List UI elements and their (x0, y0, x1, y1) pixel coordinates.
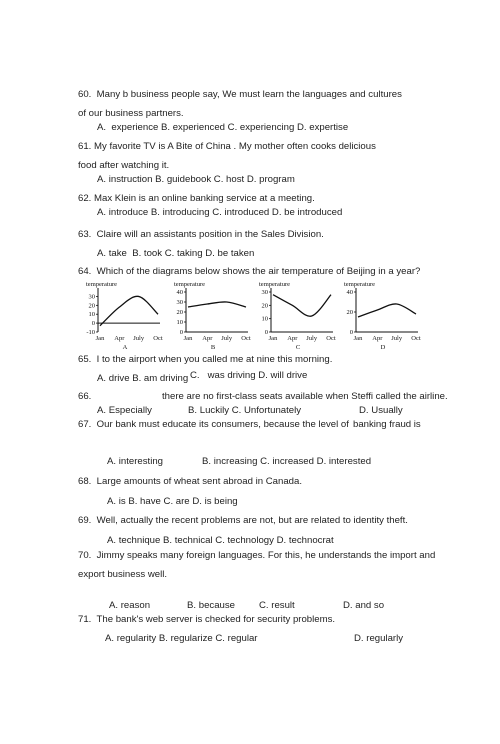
question-71: 71. The bank's web server is checked for security problems. (78, 614, 336, 625)
y-tick-label: 40 (176, 289, 183, 296)
y-tick-label: 10 (261, 315, 268, 323)
x-tick-label: July (221, 335, 233, 342)
question-63: 63. Claire will an assistants position in the Sales Division. (78, 229, 324, 240)
question-63-options: A. take B. took C. taking D. be taken (97, 248, 255, 259)
question-67-option-a: A. interesting (107, 456, 163, 467)
chart-letter: B (210, 344, 216, 351)
question-70-option-d: D. and so (343, 600, 385, 611)
chart-letter: D (380, 344, 386, 351)
question-68: 68. Large amounts of wheat sent abroad in Canada. (78, 476, 303, 487)
y-tick-label: 20 (346, 309, 353, 316)
question-66-number: 66. (78, 391, 92, 402)
x-tick-label: Oct (241, 335, 251, 342)
question-67-options-bcd: B. increasing C. increased D. interested (202, 456, 372, 467)
x-tick-label: Jan (183, 335, 193, 342)
question-65: 65. I to the airport when you called me at nine this morning. (78, 354, 333, 365)
temperature-line (100, 296, 158, 325)
x-tick-label: Apr (114, 335, 125, 342)
chart-letter: C (295, 344, 301, 351)
temperature-line (188, 302, 246, 307)
y-tick-label: 40 (346, 289, 353, 296)
y-tick-label: 30 (88, 293, 95, 301)
x-tick-label: Jan (353, 335, 363, 342)
question-60-options: A. experience B. experienced C. experiencing D. expertise (97, 122, 349, 133)
question-62: 62. Max Klein is an online banking service at a meeting. (78, 193, 315, 204)
question-70-option-a: A. reason (109, 600, 151, 611)
y-axis-label: temperature (259, 281, 291, 288)
question-62-options: A. introduce B. introducing C. introduced D. be introduced (97, 207, 343, 218)
question-70: 70. Jimmy speaks many foreign languages. For this, he understands the import and (78, 550, 436, 561)
question-65-options-c: C. was driving D. will drive (190, 370, 308, 381)
x-tick-label: July (133, 335, 145, 342)
chart-letter: A (122, 344, 128, 351)
temperature-line (273, 295, 331, 317)
x-tick-label: July (391, 335, 403, 342)
x-tick-label: Apr (287, 335, 298, 342)
question-66: there are no first-class seats available when Steffi called the airline. (162, 391, 448, 402)
x-tick-label: Oct (153, 335, 163, 342)
x-tick-label: Jan (95, 335, 105, 342)
y-tick-label: 0 (349, 329, 353, 336)
question-69: 69. Well, actually the recent problems are not, but are related to identity theft. (78, 515, 408, 526)
question-61-cont: food after watching it. (78, 160, 170, 171)
question-67-cont: banking fraud is (353, 419, 421, 430)
question-64: 64. Which of the diagrams below shows the air temperature of Beijing in a year? (78, 266, 421, 277)
y-tick-label: 30 (176, 299, 183, 306)
chart-c (255, 280, 335, 357)
question-67: 67. Our bank must educate its consumers, because the level of (78, 419, 349, 430)
y-axis-label: temperature (174, 281, 206, 288)
question-66-options-bc: B. Luckily C. Unfortunately (188, 405, 302, 416)
y-tick-label: 20 (88, 302, 95, 310)
chart-b (170, 280, 250, 357)
x-tick-label: Apr (202, 335, 213, 342)
question-60-cont: of our business partners. (78, 108, 184, 119)
question-68-options: A. is B. have C. are D. is being (107, 496, 238, 507)
x-tick-label: Jan (268, 335, 278, 342)
question-71-option-d: D. regularly (354, 633, 404, 644)
y-axis-label: temperature (86, 281, 118, 288)
question-66-option-a: A. Especially (97, 405, 152, 416)
question-69-options: A. technique B. technical C. technology D. technocrat (107, 535, 334, 546)
y-tick-label: 20 (176, 309, 183, 316)
y-tick-label: 30 (261, 289, 268, 296)
y-tick-label: 0 (264, 329, 268, 336)
x-tick-label: Oct (326, 335, 336, 342)
question-66-option-d: D. Usually (359, 405, 403, 416)
question-61: 61. My favorite TV is A Bite of China . My mother often cooks delicious (78, 141, 376, 152)
y-tick-label: -10 (86, 329, 95, 336)
question-61-options: A. instruction B. guidebook C. host D. program (97, 174, 295, 185)
y-axis-label: temperature (344, 281, 376, 288)
y-tick-label: 10 (88, 311, 95, 319)
question-70-option-c: C. result (259, 600, 295, 611)
question-70-cont: export business well. (78, 569, 168, 580)
x-tick-label: July (306, 335, 318, 342)
question-70-option-b: B. because (187, 600, 236, 611)
y-tick-label: 0 (179, 329, 183, 336)
question-65-options-a: A. drive B. am driving (97, 373, 189, 384)
x-tick-label: Oct (411, 335, 421, 342)
chart-a (82, 280, 172, 357)
y-tick-label: 0 (91, 320, 95, 328)
question-60: 60. Many b business people say, We must learn the languages and cultures (78, 89, 402, 100)
x-tick-label: Apr (372, 335, 383, 342)
question-71-options-abc: A. regularity B. regularize C. regular (105, 633, 258, 644)
temperature-line (358, 304, 416, 317)
chart-d (340, 280, 420, 357)
y-tick-label: 20 (261, 302, 268, 310)
y-tick-label: 10 (176, 319, 183, 326)
